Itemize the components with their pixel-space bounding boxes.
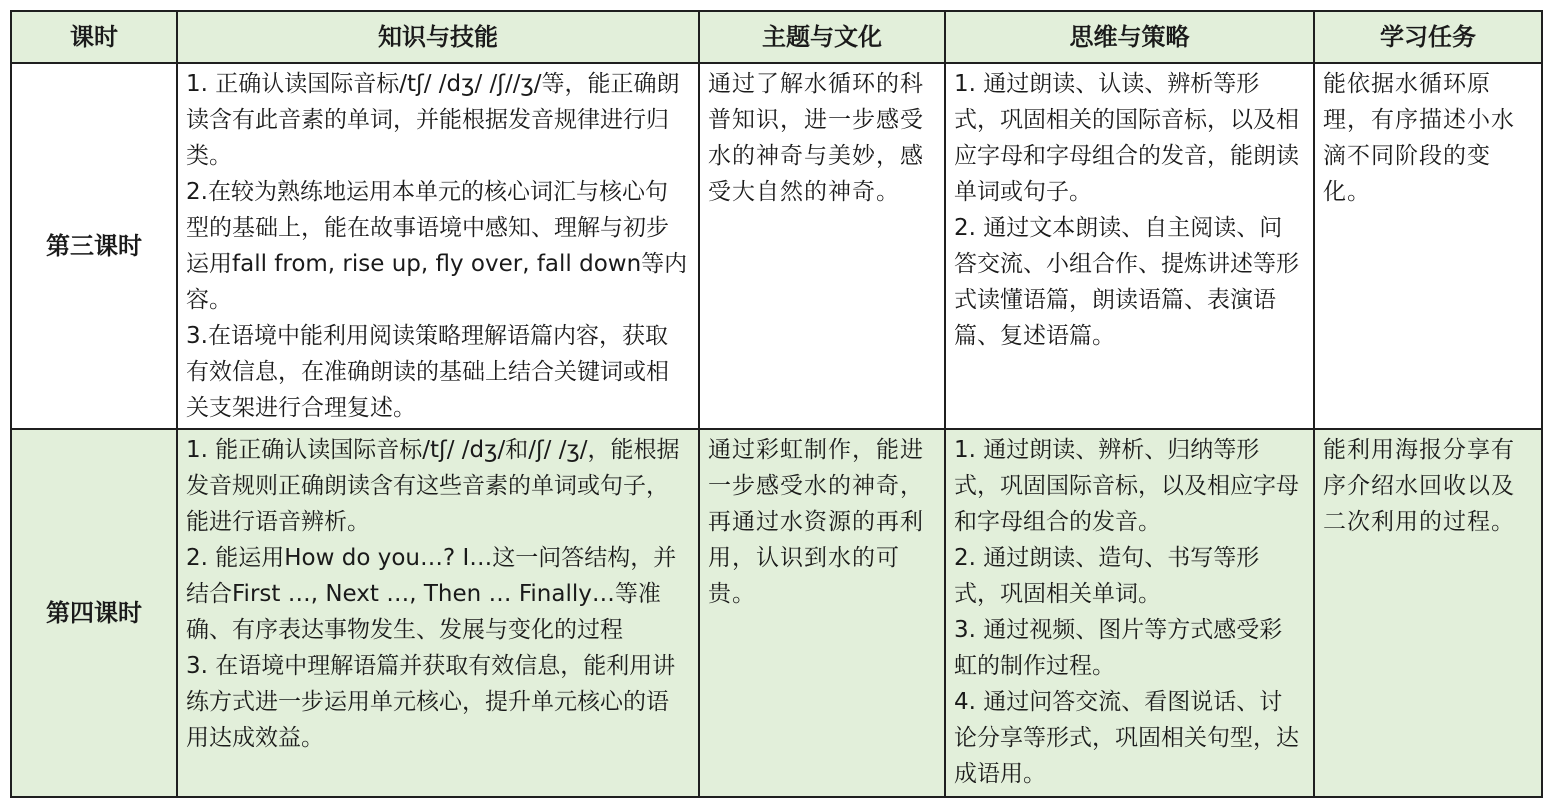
header-row	[11, 11, 1542, 63]
task-text: 能利用海报分享有序介绍水回收以及二次利用的过程。	[1323, 437, 1515, 535]
theme-cell	[699, 429, 945, 797]
skills-item: 2. 能运用How do you…? I…这一问答结构，并结合First …, Next …, Then … Finally…等准确、有序表达事物发生、发展与变化的过程	[186, 545, 677, 643]
strategy-item: 2. 通过文本朗读、自主阅读、问答交流、小组合作、提炼讲述等形式读懂语篇，朗读语篇、表演语篇、复述语篇。	[954, 215, 1299, 349]
header-skills: 知识与技能	[177, 11, 699, 63]
period-cell: 第四课时	[11, 429, 177, 797]
strategy-item: 1. 通过朗读、认读、辨析等形式，巩固相关的国际音标，以及相应字母和字母组合的发音，能朗读单词或句子。	[954, 71, 1299, 205]
header-task: 学习任务	[1314, 11, 1542, 63]
header-theme: 主题与文化	[699, 11, 945, 63]
strategy-cell	[945, 63, 1314, 429]
theme-cell	[699, 63, 945, 429]
theme-text: 通过彩虹制作，能进一步感受水的神奇，再通过水资源的再利用，认识到水的可贵。	[708, 437, 924, 607]
table-row	[11, 429, 1542, 797]
skills-cell	[177, 429, 699, 797]
period-cell: 第三课时	[11, 63, 177, 429]
task-cell	[1314, 63, 1542, 429]
strategy-item: 4. 通过问答交流、看图说话、讨论分享等形式，巩固相关句型，达成语用。	[954, 689, 1299, 787]
theme-text: 通过了解水循环的科普知识，进一步感受水的神奇与美妙，感受大自然的神奇。	[708, 71, 924, 205]
task-cell	[1314, 429, 1542, 797]
table-row	[11, 63, 1542, 429]
lesson-plan-table	[10, 10, 1543, 798]
skills-item: 3. 在语境中理解语篇并获取有效信息，能利用讲练方式进一步运用单元核心，提升单元核心的语用达成效益。	[186, 653, 676, 751]
header-period: 课时	[11, 11, 177, 63]
strategy-item: 2. 通过朗读、造句、书写等形式，巩固相关单词。	[954, 545, 1260, 607]
skills-item: 1. 正确认读国际音标/tʃ/ /dʒ/ /ʃ//ʒ/等，能正确朗读含有此音素的单词，并能根据发音规律进行归类。	[186, 71, 680, 169]
task-text: 能依据水循环原理，有序描述小水滴不同阶段的变化。	[1323, 71, 1515, 205]
skills-item: 1. 能正确认读国际音标/tʃ/ /dʒ/和/ʃ/ /ʒ/，能根据发音规则正确朗读含有这些音素的单词或句子，能进行语音辨析。	[186, 437, 680, 535]
skills-item: 3.在语境中能利用阅读策略理解语篇内容，获取有效信息，在准确朗读的基础上结合关键词或相关支架进行合理复述。	[186, 323, 669, 421]
header-strategy: 思维与策略	[945, 11, 1314, 63]
strategy-item: 3. 通过视频、图片等方式感受彩虹的制作过程。	[954, 617, 1283, 679]
skills-cell	[177, 63, 699, 429]
strategy-cell	[945, 429, 1314, 797]
strategy-item: 1. 通过朗读、辨析、归纳等形式，巩固国际音标，以及相应字母和字母组合的发音。	[954, 437, 1299, 535]
skills-item: 2.在较为熟练地运用本单元的核心词汇与核心句型的基础上，能在故事语境中感知、理解与初步运用fall from, rise up, fly over, fall down等内容。	[186, 179, 688, 313]
